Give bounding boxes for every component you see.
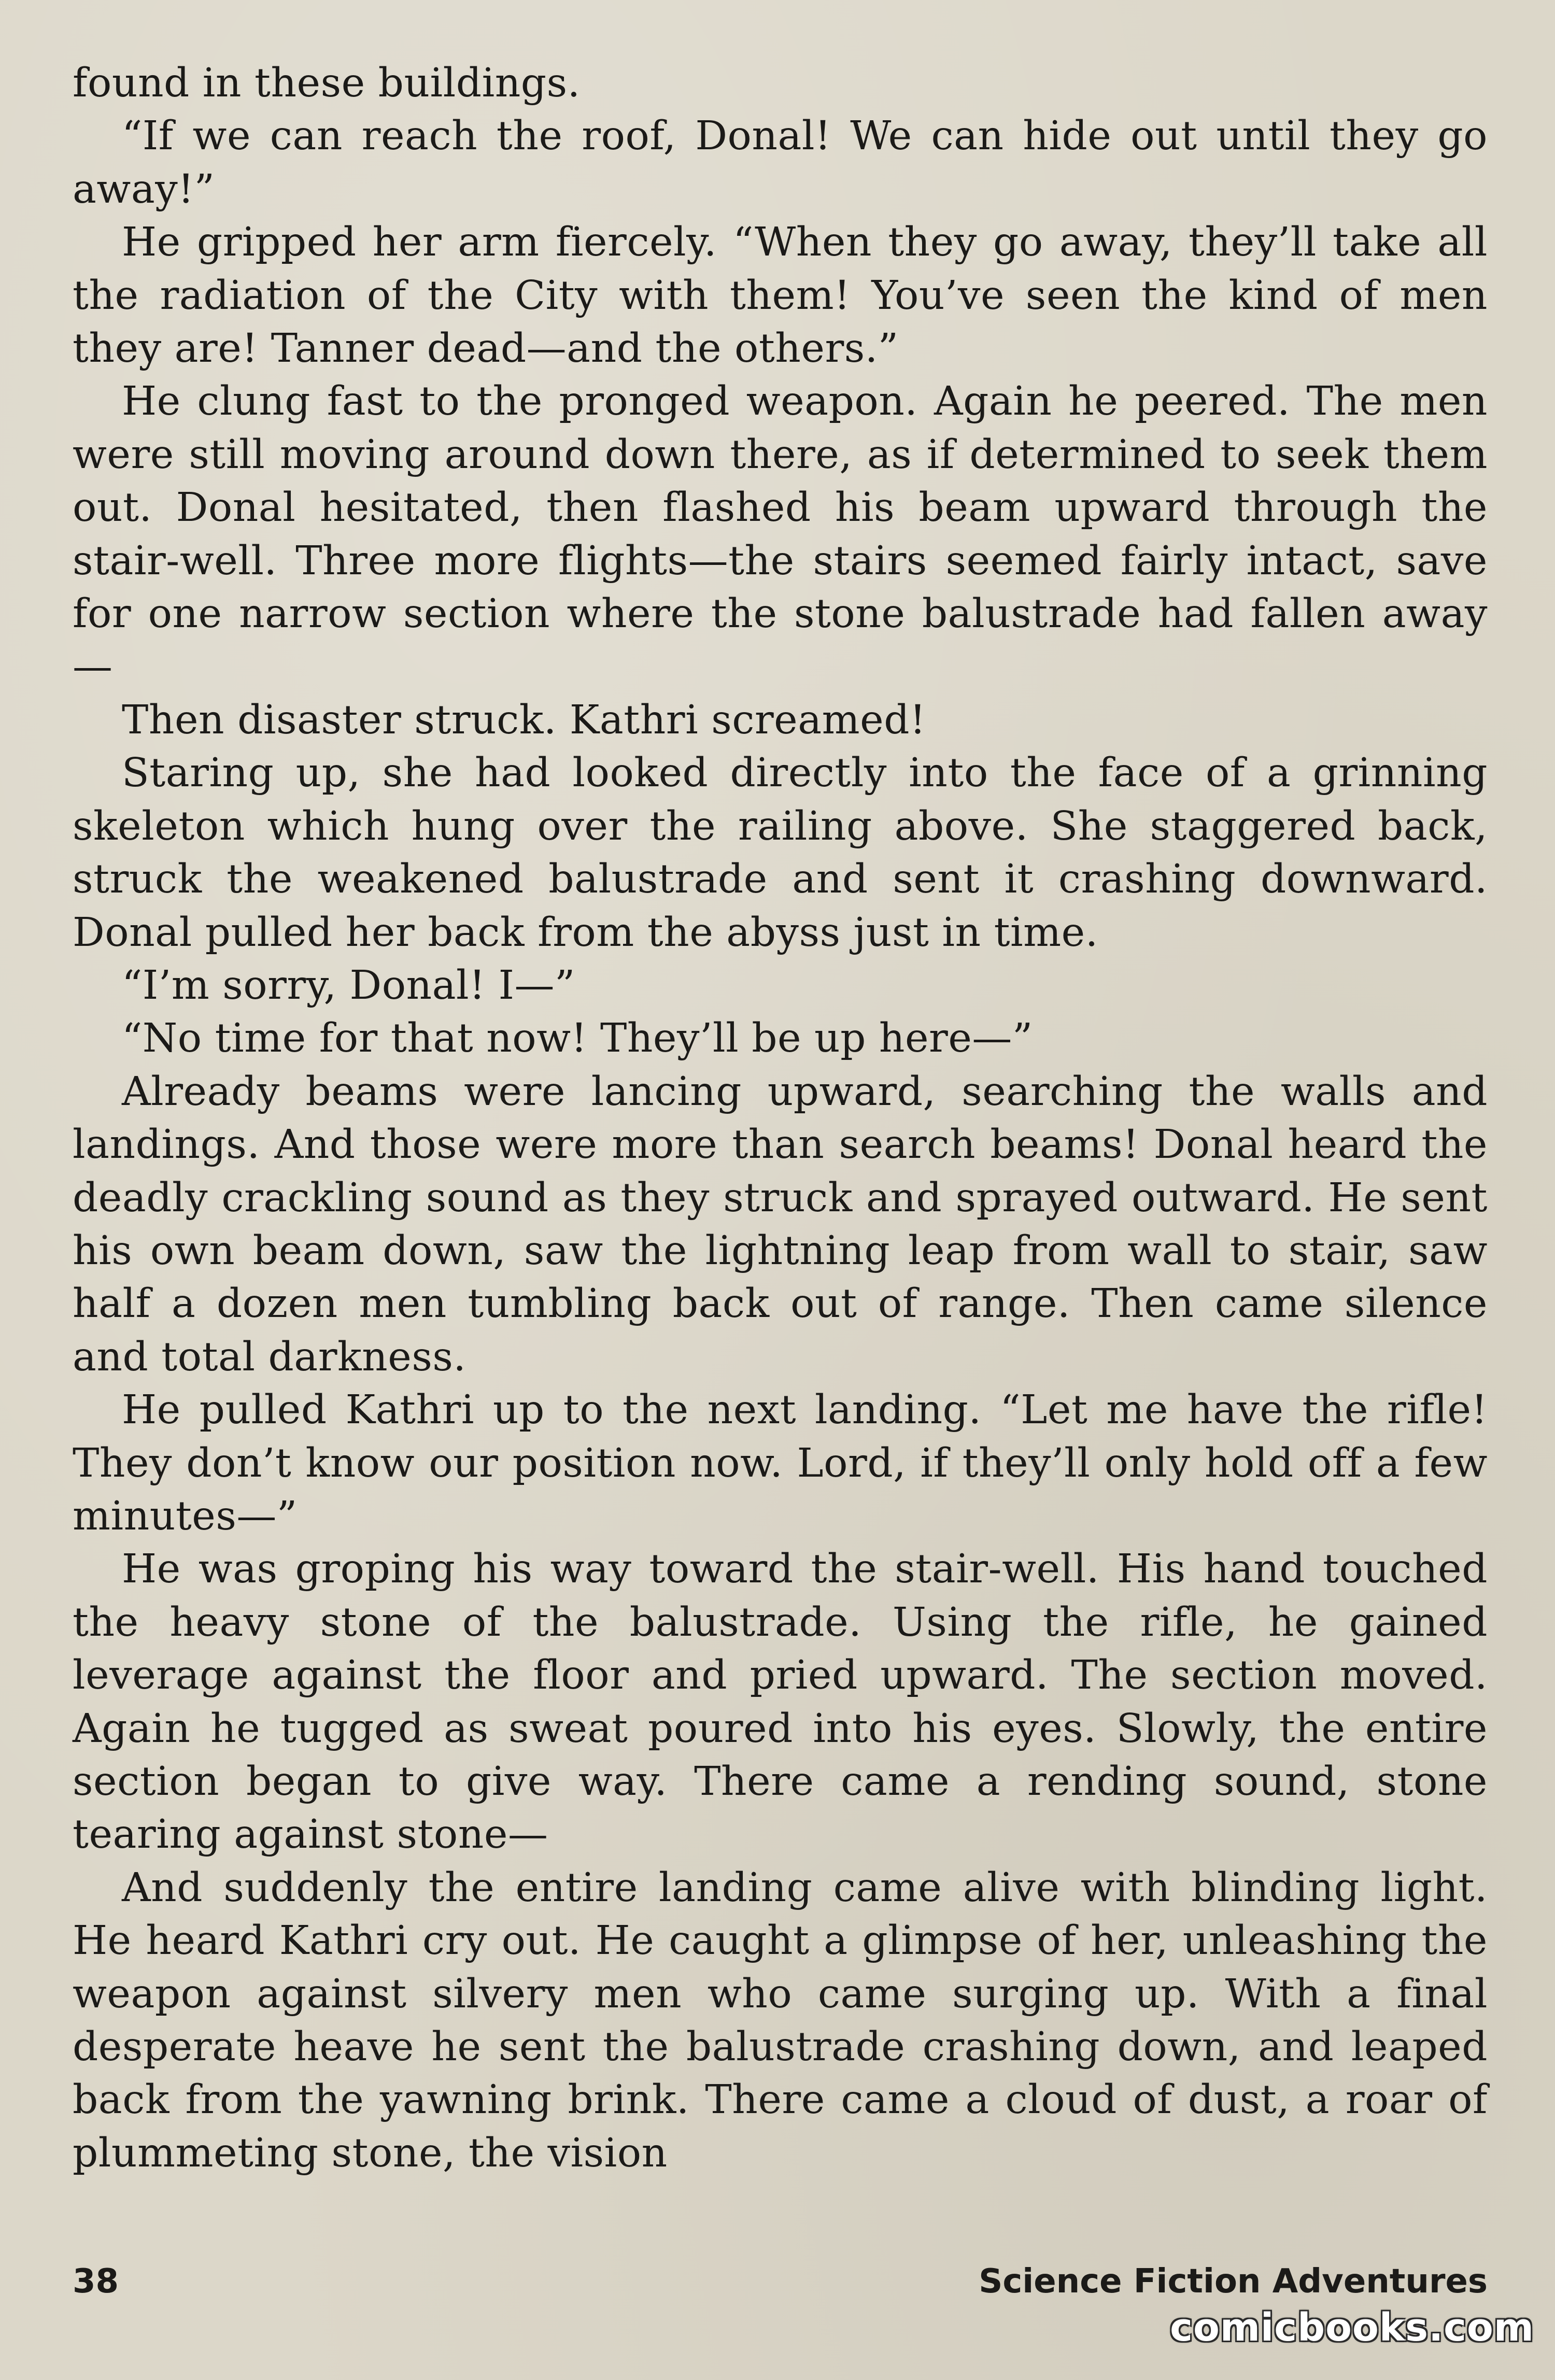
paragraph: found in these buildings. <box>73 60 581 106</box>
publication-title: Science Fiction Adventures <box>979 2262 1488 2301</box>
paragraph: Staring up, she had looked directly into the face of a grinning skeleton which hung over the railing above. She staggered back, struck the weakened balustrade and sent it crashing downward. Donal pulled her back from the abyss just in time. <box>73 750 1488 956</box>
paragraph: He gripped her arm fiercely. “When they go away, they’ll take all the radiation of the City with them! You’ve seen the kind of men they are! Tanner dead—and the others.” <box>73 219 1488 372</box>
page-footer <box>73 2262 1488 2309</box>
page-number: 38 <box>73 2262 119 2301</box>
site-watermark: comicbooks.com <box>1170 2305 1534 2350</box>
paragraph: He pulled Kathri up to the next landing. “Let me have the rifle! They don’t know our position now. Lord, if they’ll only hold off a few minutes—” <box>73 1387 1488 1539</box>
paragraph: He clung fast to the pronged weapon. Again he peered. The men were still moving around down there, as if determined to seek them out. Donal hesitated, then flashed his beam upward through the stair-well. Three more flights—the stairs seemed fairly intact, save for one narrow section where the stone balustrade had fallen away— <box>73 378 1488 690</box>
paragraph: “If we can reach the roof, Donal! We can hide out until they go away!” <box>73 113 1488 212</box>
story-text <box>73 57 1488 2180</box>
paragraph: Already beams were lancing upward, searching the walls and landings. And those were more than search beams! Donal heard the deadly crackling sound as they struck and sprayed outward. He sent his own beam down, saw the lightning leap from wall to stair, saw half a dozen men tumbling back out of range. Then came silence and total darkness. <box>73 1068 1488 1380</box>
paragraph: “I’m sorry, Donal! I—” <box>122 962 575 1009</box>
paragraph: And suddenly the entire landing came alive with blinding light. He heard Kathri cry out. He caught a glimpse of her, unleashing the weapon against silvery men who came surging up. With a final desperate heave he sent the balustrade crashing down, and leaped back from the yawning brink. There came a cloud of dust, a roar of plummeting stone, the vision <box>73 1864 1488 2176</box>
paragraph: Then disaster struck. Kathri screamed! <box>122 697 926 743</box>
paragraph: He was groping his way toward the stair-well. His hand touched the heavy stone of the balustrade. Using the rifle, he gained leverage against the floor and pried upward. The section moved. Again he tugged as sweat poured into his eyes. Slowly, the entire section began to give way. There came a rending sound, stone tearing against stone— <box>73 1546 1488 1858</box>
paragraph: “No time for that now! They’ll be up here—” <box>122 1015 1033 1062</box>
